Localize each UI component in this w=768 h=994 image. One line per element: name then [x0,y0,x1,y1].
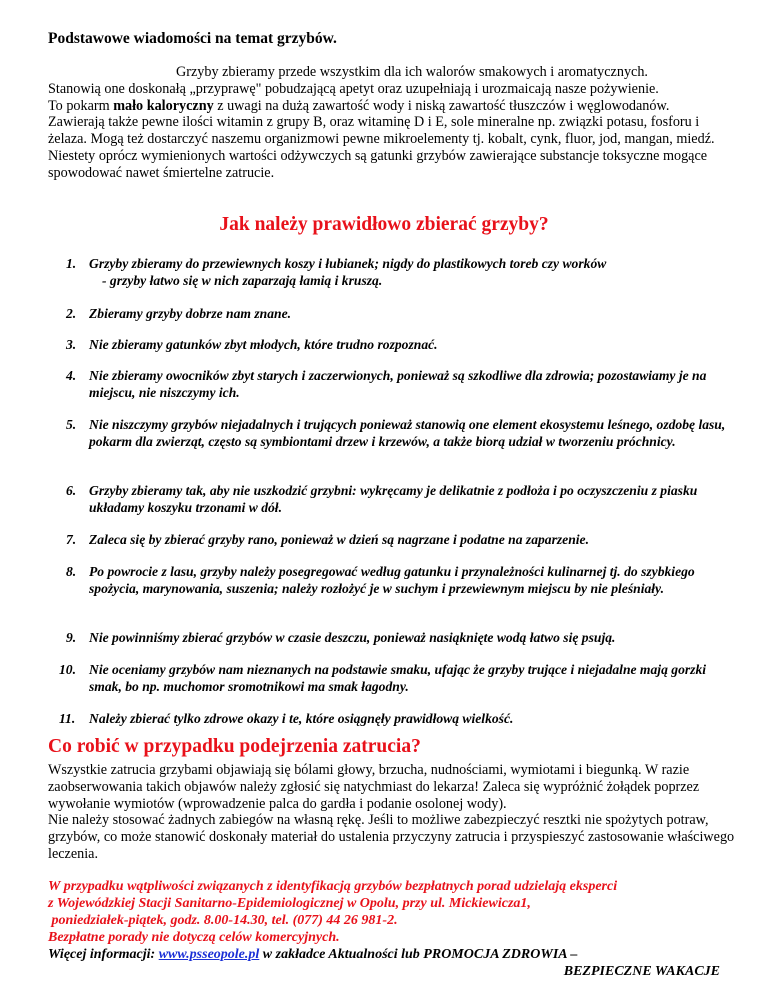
rule-item-1 [48,255,738,289]
rule-number: 6. [66,483,77,498]
rule-item-9 [48,629,738,646]
rule-item-8 [48,563,738,597]
rule-item-7 [48,531,738,548]
rule-text: Nie oceniamy grzybów nam nieznanych na podstawie smaku, ufając że grzyby trujące i niejadalne mają gorzki smak, bo np. muchomor sromotnikowi ma smak łagodny. [89,662,707,694]
rule-item-6 [48,482,738,516]
page-title: Podstawowe wiadomości na temat grzybów. [48,30,337,47]
rule-text: Grzyby zbieramy do przewiewnych koszy i łubianek; nigdy do plastikowych toreb czy worków [89,256,607,271]
rule-item-5 [48,416,738,450]
more-info [48,946,738,980]
rule-number: 1. [66,256,77,271]
section-heading-poisoning: Co robić w przypadku podejrzenia zatrucia? [48,736,421,757]
rule-text: Nie niszczymy grzybów niejadalnych i trujących ponieważ stanowią one element ekosystemu leśnego, ozdobę lasu, pokarm dla zwierząt, często są symbiontami drzew i krzewów, a także biorą udział w tworzeniu próchnicy. [89,417,726,449]
expert-advice-notice [48,878,738,946]
rule-text: Zbieramy grzyby dobrze nam znane. [89,306,292,321]
intro-paragraph [48,64,738,182]
rule-item-3 [48,336,738,353]
rule-item-10 [48,661,738,695]
rule-number: 3. [66,337,77,352]
notice-line-4: Bezpłatne porady nie dotyczą celów komercyjnych. [48,930,340,945]
rule-number: 10. [59,662,76,677]
rule-text: Grzyby zbieramy tak, aby nie uszkodzić grzybni: wykręcamy je delikatnie z podłoża i po oczyszczeniu z piasku układamy koszyku trzonami w dół. [89,483,698,515]
poisoning-paragraph [48,762,738,863]
rule-text-continued: - grzyby łatwo się w nich zaparzają łamią i kruszą. [102,273,383,288]
rule-number: 5. [66,417,77,432]
poisoning-symptoms-text: Wszystkie zatrucia grzybami objawiają się bólami głowy, brzucha, nudnościami, wymiotami i biegunką. W razie zaobserwowania takich objawów należy zgłosić się natychmiast do lekarza! Zaleca się wypróżnić żołądek poprzez wywołanie wymiotów (wprowadzenie palca do gardła i podanie osolonej wody). [48,762,700,812]
rule-text: Po powrocie z lasu, grzyby należy posegregować według gatunku i przynależności kulinarnej tj. do szybkiego spożycia, marynowania, suszenia; należy rozłożyć je w suchym i przewiewnym miejscu by nie pleśniały. [89,564,695,596]
rule-text: Zaleca się by zbierać grzyby rano, ponieważ w dzień są nagrzane i podatne na zaparzenie. [89,532,589,547]
intro-nutrients: Zawierają także pewne ilości witamin z grupy B, oraz witaminę D i E, sole mineralne np. związki potasu, fosforu i żelaza. Mogą też dostarczyć naszemu organizmowi pewne mikroelementy tj. kobalt, cynk, fluor, jod, mangan, miedź. [48,114,715,148]
notice-line-3: poniedziałek-piątek, godz. 8.00-14.30, tel. (077) 44 26 981-2. [48,913,398,928]
notice-line-2: z Wojewódzkiej Stacji Sanitarno-Epidemiologicznej w Opolu, przy ul. Mickiewicza1, [48,896,531,911]
rule-text: Nie zbieramy owocników zbyt starych i zaczerwionych, ponieważ są szkodliwe dla zdrowia; pozostawiamy je na miejscu, nie niszczymy ich. [89,368,707,400]
more-info-text: w zakładce Aktualności lub PROMOCJA ZDROWIA – [259,947,578,962]
intro-line-2: Stanowią one doskonałą „przyprawę" pobudzającą apetyt oraz uzupełniają i urozmaicają nasze pożywienie. [48,80,659,97]
rule-item-2 [48,305,738,322]
rule-item-11 [48,710,738,727]
intro-warning: Niestety oprócz wymienionych wartości odżywczych są gatunki grzybów zawierające substancje toksyczne mogące spowodować nawet śmiertelne zatrucie. [48,147,708,181]
notice-line-1: W przypadku wątpliwości związanych z identyfikacją grzybów bezpłatnych porad udzielają eksperci [48,879,618,894]
rule-number: 7. [66,532,77,547]
intro-line-3-end: z uwagi na dużą zawartość wody i niską zawartość tłuszczów i węglowodanów. [213,97,670,114]
rule-text: Nie zbieramy gatunków zbyt młodych, które trudno rozpoznać. [89,337,438,352]
more-info-label: Więcej informacji: [48,947,159,962]
poisoning-advice-text: Nie należy stosować żadnych zabiegów na własną rękę. Jeśli to możliwe zabezpieczyć resztki nie spożytych potraw, grzybów, co może stanowić doskonały materiał do ustalenia przyczyny zatrucia i przyspieszyć zastosowanie właściwego leczenia. [48,812,735,862]
rule-text: Nie powinniśmy zbierać grzybów w czasie deszczu, ponieważ nasiąknięte wodą łatwo się psują. [89,630,616,645]
rule-item-4 [48,367,738,401]
rule-number: 2. [66,306,77,321]
intro-bold-term: mało kaloryczny [113,97,214,114]
website-link[interactable]: www.psseopole.pl [158,947,260,962]
more-info-campaign: BEZPIECZNE WAKACJE [563,964,720,979]
intro-line-1: Grzyby zbieramy przede wszystkim dla ich walorów smakowych i aromatycznych. [176,64,648,80]
rule-number: 8. [66,564,77,579]
section-heading-collecting: Jak należy prawidłowo zbierać grzyby? [219,214,549,235]
rule-number: 9. [66,630,77,645]
rule-number: 11. [59,711,76,726]
rule-text: Należy zbierać tylko zdrowe okazy i te, które osiągnęły prawidłową wielkość. [89,711,514,726]
intro-line-3-start: To pokarm [48,97,114,114]
rule-number: 4. [66,368,77,383]
